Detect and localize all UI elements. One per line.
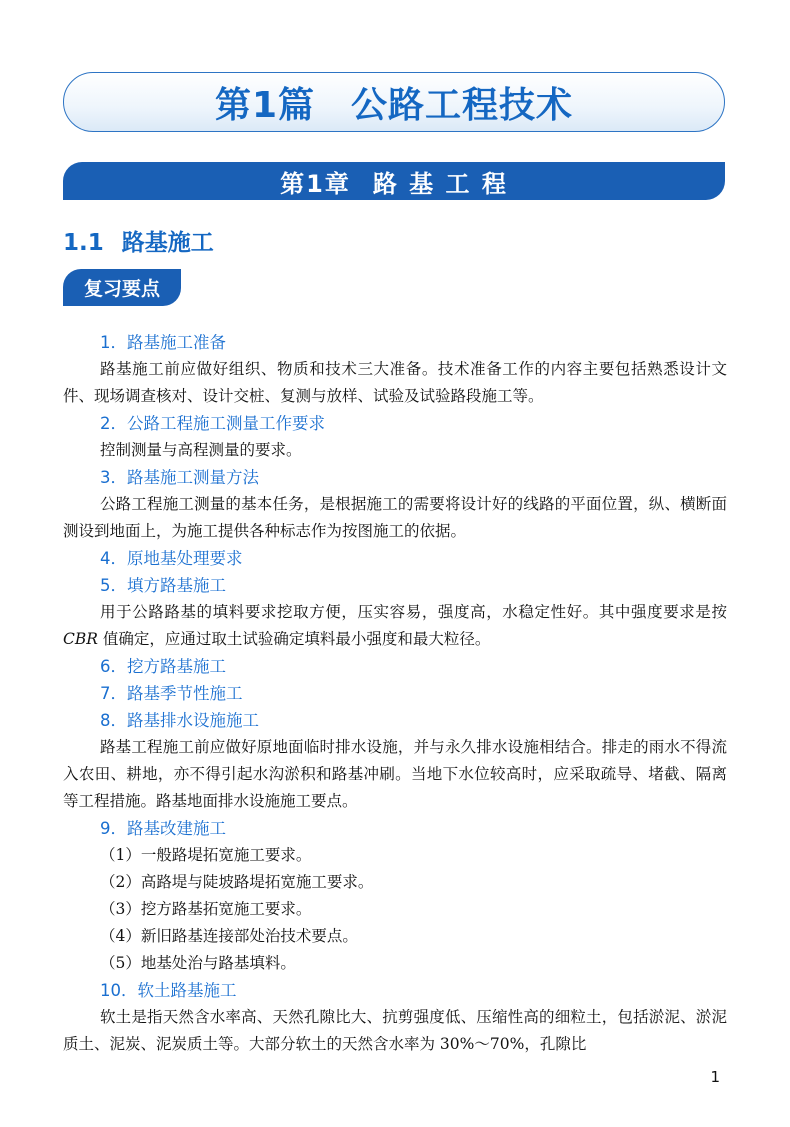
- item-body: 路基施工前应做好组织、物质和技术三大准备。技术准备工作的内容主要包括熟悉设计文件、现场调查核对、设计交桩、复测与放样、试验及试验路段施工等。: [63, 360, 727, 405]
- item-heading: 3．路基施工测量方法: [100, 468, 259, 487]
- item-body: 公路工程施工测量的基本任务，是根据施工的需要将设计好的线路的平面位置，纵、横断面测设到地面上，为施工提供各种标志作为按图施工的依据。: [63, 495, 727, 540]
- cbr-term: CBR: [63, 630, 98, 648]
- item-body: 路基工程施工前应做好原地面临时排水设施，并与永久排水设施相结合。排走的雨水不得流入农田、耕地，亦不得引起水沟淤积和路基冲刷。当地下水位较高时，应采取疏导、堵截、隔离等工程措施。路基地面排水设施施工要点。: [63, 738, 727, 810]
- chapter-title: 第1章 路 基 工 程: [280, 169, 508, 198]
- item-heading: 9．路基改建施工: [100, 819, 226, 838]
- item-body: 控制测量与高程测量的要求。: [100, 441, 302, 459]
- part-title: 第1篇 公路工程技术: [214, 84, 574, 126]
- section-title: 1.1 路基施工: [63, 230, 214, 256]
- item-heading: 8．路基排水设施施工: [100, 711, 259, 730]
- list-item: （2）高路堤与陡坡路堤拓宽施工要求。: [100, 873, 374, 891]
- item-heading: 4．原地基处理要求: [100, 549, 243, 568]
- page-number: 1: [710, 1068, 720, 1086]
- item-heading: 6．挖方路基施工: [100, 657, 226, 676]
- item-heading: 2．公路工程施工测量工作要求: [100, 414, 325, 433]
- item-heading: 1．路基施工准备: [100, 333, 226, 352]
- item-body: 用于公路路基的填料要求挖取方便，压实容易，强度高，水稳定性好。其中强度要求是按 CBR 值确定，应通过取土试验确定填料最小强度和最大粒径。: [63, 603, 727, 648]
- item-heading: 7．路基季节性施工: [100, 684, 243, 703]
- list-item: （3）挖方路基拓宽施工要求。: [100, 900, 312, 918]
- chapter-title-bar: [63, 162, 725, 200]
- item-body: 软土是指天然含水率高、天然孔隙比大、抗剪强度低、压缩性高的细粒土，包括淤泥、淤泥质土、泥炭、泥炭质土等。大部分软土的天然含水率为 30%～70%，孔隙比: [63, 1008, 727, 1053]
- list-item: （4）新旧路基连接部处治技术要点。: [100, 927, 358, 945]
- page-content: [63, 329, 727, 1058]
- item-heading: 10．软土路基施工: [100, 981, 237, 1000]
- list-item: （1）一般路堤拓宽施工要求。: [100, 846, 312, 864]
- review-points-badge: 复习要点: [63, 269, 181, 306]
- list-item: （5）地基处治与路基填料。: [100, 954, 296, 972]
- part-title-banner: [63, 72, 725, 132]
- item-heading: 5．填方路基施工: [100, 576, 226, 595]
